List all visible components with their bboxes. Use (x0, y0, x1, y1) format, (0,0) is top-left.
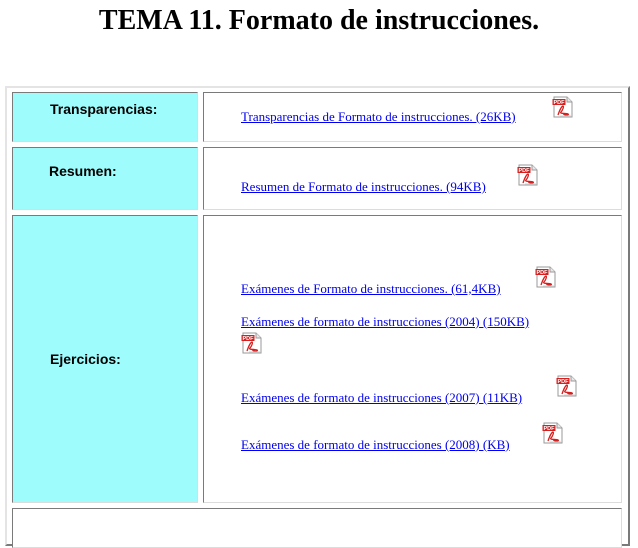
pdf-icon[interactable] (535, 266, 557, 288)
row-partial-next (12, 508, 622, 548)
link-resumen[interactable]: Resumen de Formato de instrucciones. (94KB) (241, 179, 486, 194)
pdf-icon[interactable] (517, 164, 539, 186)
link-examenes-2008[interactable]: Exámenes de formato de instrucciones (2008) (KB) (241, 437, 510, 452)
row-resumen-content-cell (203, 147, 622, 210)
row-ejercicios-label-cell (12, 215, 198, 503)
pdf-icon[interactable] (552, 96, 574, 118)
row-transparencias-label-cell (12, 92, 198, 142)
link-examenes-2007[interactable]: Exámenes de formato de instrucciones (2007) (11KB) (241, 390, 523, 405)
pdf-icon[interactable] (556, 375, 578, 397)
pdf-icon[interactable] (241, 332, 263, 354)
row-transparencias-content-cell (203, 92, 622, 142)
link-transparencias[interactable]: Transparencias de Formato de instrucciones. (26KB) (241, 109, 516, 124)
section-label-ejercicios: Ejercicios: (50, 351, 121, 367)
page-title: TEMA 11. Formato de instrucciones. (98, 5, 540, 36)
pdf-icon[interactable] (542, 422, 564, 444)
link-examenes-2004[interactable]: Exámenes de formato de instrucciones (2004) (150KB) (241, 314, 530, 329)
row-resumen-label-cell (12, 147, 198, 210)
section-label-transparencias: Transparencias: (50, 101, 158, 117)
section-label-resumen: Resumen: (49, 163, 117, 179)
row-ejercicios-content-cell (203, 215, 622, 503)
link-examenes-formato[interactable]: Exámenes de Formato de instrucciones. (61,4KB) (241, 281, 501, 296)
